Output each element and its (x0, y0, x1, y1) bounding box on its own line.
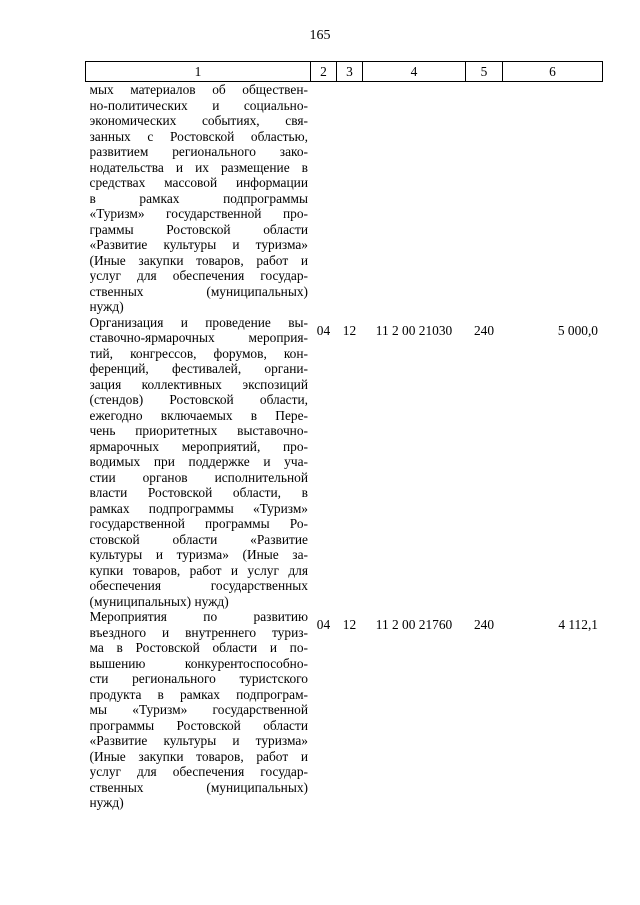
description-line: продукта в рамках подпрограм- (89, 686, 308, 702)
target-article-code (363, 82, 466, 315)
description-line: услуг для обеспечения государ- (89, 268, 308, 283)
description-line: Мероприятия по развитию (89, 609, 308, 624)
description-line: (Иные закупки товаров, работ и (89, 252, 308, 268)
description-line: ственных (муниципальных) (89, 283, 308, 299)
description-line: «Развитие культуры и туризма» (89, 237, 308, 252)
description-line: (Иные закупки товаров, работ и (89, 748, 308, 764)
description-line: ярмарочных мероприятий, про- (89, 438, 308, 454)
description-line: ма в Ростовской области и по- (89, 640, 308, 655)
description-line: водимых при поддержке и уча- (89, 454, 308, 469)
table-row (86, 609, 603, 811)
description-line: мы «Туризм» государственной (89, 702, 308, 717)
budget-table (85, 61, 603, 811)
description-line: (муниципальных) нужд) (89, 593, 229, 609)
description-line: «Развитие культуры и туризма» (89, 733, 308, 748)
description-line: тий, конгрессов, форумов, кон- (89, 345, 308, 361)
column-header: 6 (503, 62, 603, 82)
row-description (86, 609, 311, 811)
description-line: Организация и проведение вы- (89, 314, 308, 330)
description-line: программы Ростовской области (89, 717, 308, 733)
expense-type-code: 240 (473, 617, 495, 632)
table-row (86, 315, 603, 610)
description-line: ференций, фестивалей, органи- (89, 361, 308, 376)
expense-type-code (466, 82, 503, 315)
column-header: 2 (311, 62, 337, 82)
page-number: 165 (309, 28, 331, 43)
description-line: государственной программы Ро- (89, 516, 308, 531)
target-article-code: 11 2 00 21030 (375, 322, 453, 338)
subsection-code: 12 (342, 617, 357, 632)
description-line: экономических событиях, свя- (89, 113, 308, 128)
description-line: культуры и туризма» (Иные за- (89, 547, 308, 562)
header-row (86, 62, 603, 82)
description-line: (стендов) Ростовской области, (89, 392, 308, 407)
description-line: мых материалов об обществен- (89, 82, 308, 97)
description-line: граммы Ростовской области (89, 221, 308, 237)
section-code: 04 (316, 617, 331, 632)
description-line: средствах массовой информации (89, 175, 308, 190)
table-row (86, 82, 603, 315)
subsection-code: 12 (342, 322, 357, 338)
subsection-code (337, 82, 363, 315)
description-line: зация коллективных экспозиций (89, 376, 308, 392)
amount-value: 4 112,1 (558, 617, 598, 632)
description-line: ственных (муниципальных) (89, 779, 308, 795)
column-header: 4 (363, 62, 466, 82)
description-line: нодательства и их размещение в (89, 159, 308, 175)
amount-value (503, 82, 603, 315)
description-line: сти регионального туристского (89, 671, 308, 686)
description-line: «Туризм» государственной про- (89, 206, 308, 221)
description-line: чень приоритетных выставочно- (89, 423, 308, 438)
section-code (311, 82, 337, 315)
column-header: 1 (86, 62, 311, 82)
row-description (86, 82, 311, 315)
description-line: обеспечения государственных (89, 578, 308, 593)
description-line: стовской области «Развитие (89, 531, 308, 547)
section-code: 04 (316, 322, 331, 338)
description-line: вышению конкурентоспособно- (89, 655, 308, 671)
description-line: купки товаров, работ и услуг для (89, 562, 308, 578)
description-line: стии органов исполнительной (89, 469, 308, 485)
description-line: услуг для обеспечения государ- (89, 764, 308, 779)
expense-type-code: 240 (473, 322, 495, 338)
description-line: развитием регионального зако- (89, 144, 308, 159)
description-line: власти Ростовской области, в (89, 485, 308, 500)
column-header: 5 (466, 62, 503, 82)
table-body (86, 82, 603, 811)
amount-value: 5 000,0 (557, 322, 598, 338)
description-line: занных с Ростовской областью, (89, 128, 308, 144)
description-line: ежегодно включаемых в Пере- (89, 407, 308, 423)
description-line: нужд) (89, 299, 124, 314)
description-line: въездного и внутреннего туриз- (89, 624, 308, 640)
column-header: 3 (337, 62, 363, 82)
description-line: рамках подпрограммы «Туризм» (89, 500, 308, 516)
description-line: в рамках подпрограммы (89, 190, 308, 206)
description-line: но-политических и социально- (89, 97, 308, 113)
description-line: нужд) (89, 795, 124, 810)
row-description (86, 315, 311, 610)
description-line: ставочно-ярмарочных мероприя- (89, 330, 308, 345)
target-article-code: 11 2 00 21760 (375, 617, 453, 632)
